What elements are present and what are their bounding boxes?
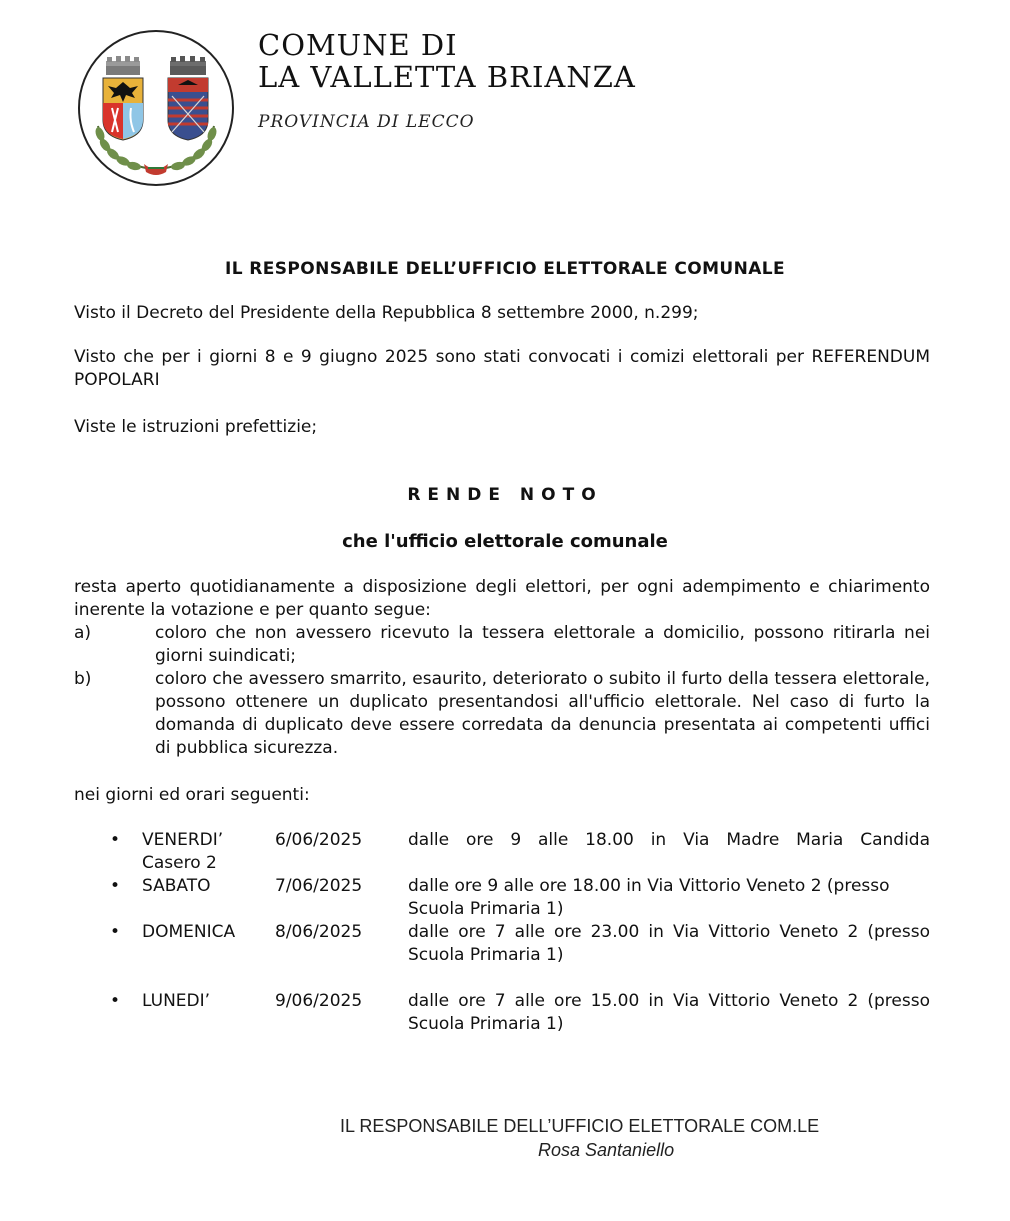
schedule-description: dalle ore 9 alle 18.00 in Via Madre Maria Candida [408, 830, 930, 850]
list-item-text-b: coloro che avessero smarrito, esaurito, deteriorato o subito il furto della tessera elettorale, possono ottenere un duplicato presentandosi all'ufficio elettorale. Nel caso di furto la domanda di duplicato deve essere corredata da denuncia presentata ai competenti uffici di pubblica sicurezza. [155, 669, 930, 758]
document-heading: IL RESPONSABILE DELL’UFFICIO ELETTORALE COMUNALE [224, 259, 786, 279]
schedule-bullet: • [109, 922, 121, 942]
schedule-date: 6/06/2025 [275, 830, 363, 850]
signature-name: Rosa Santaniello [538, 1140, 675, 1160]
schedule-bullet: • [109, 830, 121, 850]
list-item-text-a: coloro che non avessero ricevuto la tessera elettorale a domicilio, possono ritirarla nei giorni suindicati; [155, 623, 930, 666]
schedule-day: VENERDI’ [142, 830, 224, 850]
rende-noto-heading: RENDE NOTO [407, 485, 603, 505]
list-item-marker-a: a) [74, 623, 92, 643]
paragraph-intro: resta aperto quotidianamente a disposizione degli elettori, per ogni adempimento e chiarimento inerente la votazione e per quanto segue: [74, 577, 930, 620]
paragraph-convocation: Visto che per i giorni 8 e 9 giugno 2025 sono stati convocati i comizi elettorali per REFERENDUM POPOLARI [74, 347, 930, 390]
schedule-description: dalle ore 7 alle ore 23.00 in Via Vittorio Veneto 2 (presso Scuola Primaria 1) [408, 922, 930, 965]
right-shield-icon [168, 78, 208, 140]
schedule-day: DOMENICA [142, 922, 236, 942]
schedule-intro: nei giorni ed orari seguenti: [74, 785, 310, 805]
schedule-day-continuation: Casero 2 [142, 853, 217, 873]
schedule-day: SABATO [142, 876, 211, 896]
town-name-line2: LA VALLETTA BRIANZA [258, 60, 636, 94]
schedule-description: dalle ore 9 alle ore 18.00 in Via Vittorio Veneto 2 (presso Scuola Primaria 1) [408, 876, 890, 919]
left-shield-icon [103, 78, 143, 140]
schedule-description: dalle ore 7 alle ore 15.00 in Via Vittorio Veneto 2 (presso Scuola Primaria 1) [408, 991, 930, 1034]
paragraph-instructions: Viste le istruzioni prefettizie; [74, 417, 318, 437]
schedule-bullet: • [109, 876, 121, 896]
town-name-line1: COMUNE DI [258, 28, 458, 62]
schedule-bullet: • [109, 991, 121, 1011]
office-subheading: che l'ufficio elettorale comunale [342, 531, 668, 552]
province-name: PROVINCIA DI LECCO [258, 112, 475, 132]
schedule-date: 9/06/2025 [275, 991, 363, 1011]
list-item-marker-b: b) [74, 669, 92, 689]
paragraph-decree: Visto il Decreto del Presidente della Repubblica 8 settembre 2000, n.299; [74, 303, 699, 323]
schedule-day: LUNEDI’ [142, 991, 211, 1011]
signature-title: IL RESPONSABILE DELL’UFFICIO ELETTORALE COM.LE [340, 1116, 820, 1136]
coat-of-arms-logo [76, 28, 236, 188]
schedule-date: 8/06/2025 [275, 922, 363, 942]
schedule-date: 7/06/2025 [275, 876, 363, 896]
